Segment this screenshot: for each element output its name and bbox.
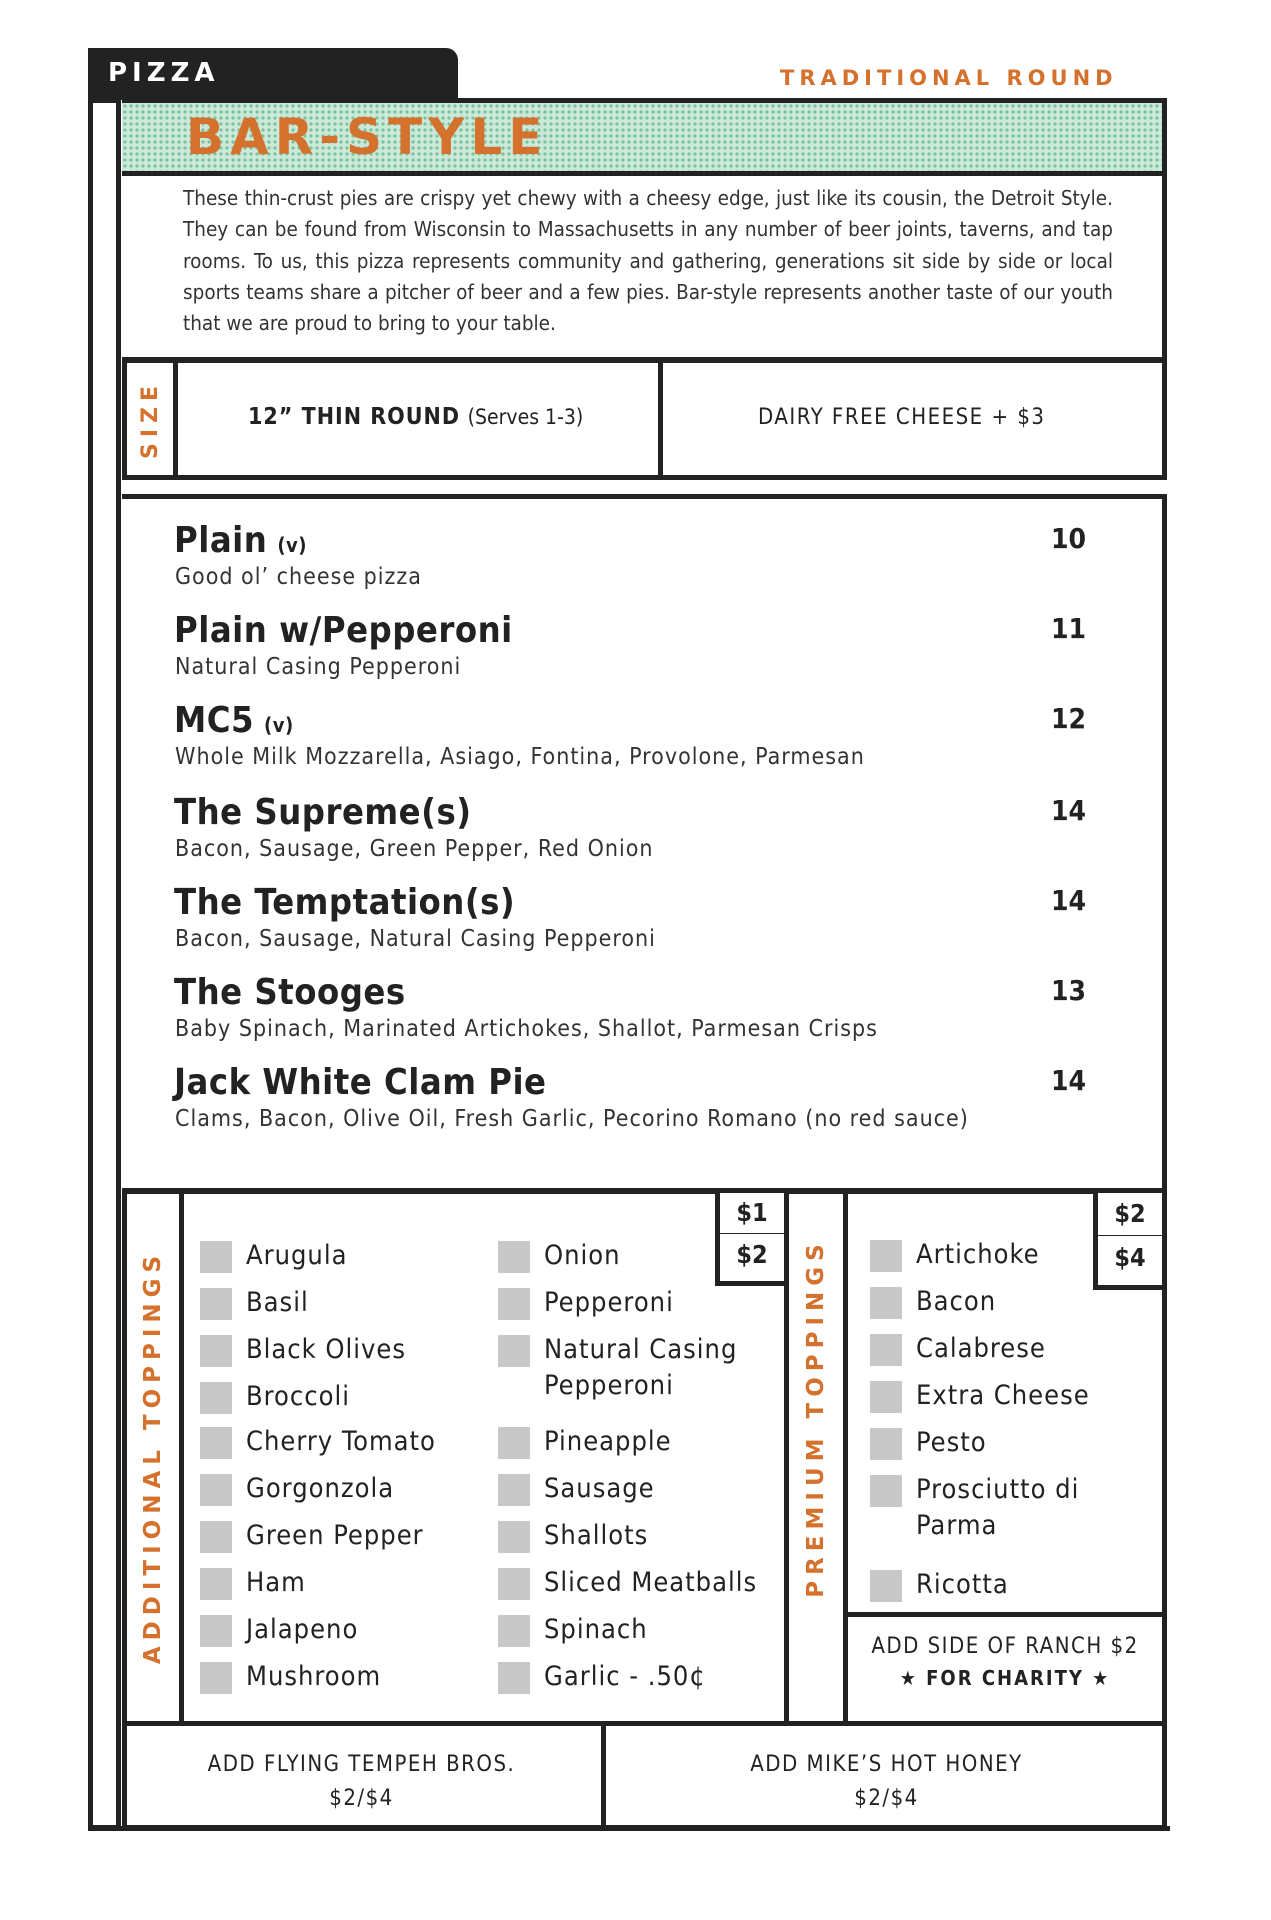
- topping-option[interactable]: [200, 1565, 460, 1601]
- topping-checkbox[interactable]: [200, 1568, 232, 1600]
- pizza-name-text: Plain w/Pepperoni: [174, 610, 513, 651]
- topping-label: Spinach: [544, 1614, 648, 1645]
- topping-checkbox[interactable]: [498, 1568, 530, 1600]
- topping-label: Mushroom: [246, 1661, 382, 1692]
- topping-option[interactable]: [870, 1331, 1100, 1367]
- topping-checkbox[interactable]: [870, 1240, 902, 1272]
- topping-label: Calabrese: [916, 1333, 1046, 1364]
- topping-checkbox[interactable]: [870, 1428, 902, 1460]
- pizza-description: Natural Casing Pepperoni: [175, 654, 462, 680]
- vegetarian-marker: (v): [264, 713, 294, 737]
- size-label-text: SIZE: [137, 379, 163, 459]
- pizza-name: [174, 792, 472, 833]
- topping-checkbox[interactable]: [200, 1335, 232, 1367]
- topping-option[interactable]: [498, 1238, 768, 1274]
- topping-label: Pesto: [916, 1427, 987, 1458]
- pizza-name-text: The Temptation(s): [174, 882, 516, 923]
- topping-option[interactable]: [200, 1659, 460, 1695]
- additional-toppings-label-text: ADDITIONAL TOPPINGS: [140, 1249, 167, 1665]
- size-option-serves: (Serves 1-3): [467, 405, 584, 429]
- topping-label: Sausage: [544, 1473, 655, 1504]
- topping-label: Prosciutto di Parma: [916, 1474, 1080, 1541]
- topping-checkbox[interactable]: [498, 1427, 530, 1459]
- pizza-price: 14: [1051, 884, 1087, 917]
- topping-checkbox[interactable]: [498, 1662, 530, 1694]
- topping-checkbox[interactable]: [498, 1241, 530, 1273]
- topping-option[interactable]: [200, 1424, 460, 1460]
- topping-label: Green Pepper: [246, 1520, 424, 1551]
- topping-label: Shallots: [544, 1520, 649, 1551]
- topping-label: Bacon: [916, 1286, 997, 1317]
- pizza-name: [174, 882, 515, 923]
- premium-price-small: $2: [1093, 1188, 1167, 1240]
- dairy-free-option: DAIRY FREE CHEESE + $3: [758, 405, 1046, 430]
- topping-checkbox[interactable]: [200, 1521, 232, 1553]
- topping-label: Extra Cheese: [916, 1380, 1090, 1411]
- topping-label: Arugula: [246, 1240, 348, 1271]
- topping-option[interactable]: [498, 1424, 768, 1460]
- topping-checkbox[interactable]: [200, 1474, 232, 1506]
- pizza-price: 12: [1051, 702, 1087, 735]
- tempeh-addon-label: ADD FLYING TEMPEH BROS.: [207, 1752, 516, 1777]
- topping-option[interactable]: [498, 1518, 768, 1554]
- size-divider: [658, 358, 663, 480]
- tempeh-addon: [122, 1748, 601, 1816]
- topping-checkbox[interactable]: [200, 1288, 232, 1320]
- vegetarian-marker: (v): [277, 533, 308, 557]
- topping-label: Garlic - .50¢: [544, 1661, 706, 1692]
- topping-option[interactable]: [498, 1285, 768, 1321]
- topping-option[interactable]: [870, 1284, 1100, 1320]
- pizza-price: 10: [1051, 522, 1087, 555]
- pizza-name-text: The Supreme(s): [174, 792, 472, 833]
- pizza-description: Clams, Bacon, Olive Oil, Fresh Garlic, Pecorino Romano (no red sauce): [175, 1106, 969, 1132]
- pizza-description: Good ol’ cheese pizza: [175, 564, 422, 590]
- topping-label: Artichoke: [916, 1239, 1040, 1270]
- pizza-description: Whole Milk Mozzarella, Asiago, Fontina, Provolone, Parmesan: [175, 744, 865, 770]
- topping-option[interactable]: [498, 1471, 768, 1507]
- section-tab-label: PIZZA: [108, 58, 220, 88]
- additional-price-large: $2: [715, 1234, 789, 1286]
- topping-checkbox[interactable]: [498, 1474, 530, 1506]
- page-title: BAR-STYLE: [186, 108, 549, 166]
- hot-honey-addon-price: $2/$4: [854, 1786, 919, 1811]
- topping-option[interactable]: [498, 1565, 768, 1601]
- topping-checkbox[interactable]: [870, 1570, 902, 1602]
- topping-option[interactable]: [870, 1472, 1100, 1544]
- topping-checkbox[interactable]: [498, 1288, 530, 1320]
- pizza-name: [174, 610, 513, 651]
- topping-label: Jalapeno: [246, 1614, 359, 1645]
- additional-toppings-label: [122, 1188, 184, 1726]
- topping-checkbox[interactable]: [498, 1335, 530, 1367]
- topping-checkbox[interactable]: [200, 1241, 232, 1273]
- pizza-name: [174, 520, 307, 561]
- frame-divider: [116, 98, 121, 1830]
- topping-label: Sliced Meatballs: [544, 1567, 758, 1598]
- pizza-name-text: MC5: [174, 700, 255, 741]
- topping-option[interactable]: [200, 1518, 460, 1554]
- size-option: [248, 404, 583, 430]
- pizza-name: [174, 700, 294, 741]
- size-label: [122, 358, 178, 480]
- pizza-name: [174, 972, 406, 1013]
- pizza-price: 13: [1051, 974, 1087, 1007]
- topping-label: Basil: [246, 1287, 309, 1318]
- topping-option[interactable]: [870, 1237, 1100, 1273]
- topping-checkbox[interactable]: [200, 1382, 232, 1414]
- topping-option[interactable]: [200, 1471, 460, 1507]
- hot-honey-addon-label: ADD MIKE’S HOT HONEY: [750, 1752, 1023, 1777]
- topping-checkbox[interactable]: [200, 1427, 232, 1459]
- pizza-price: 14: [1051, 1064, 1087, 1097]
- topping-checkbox[interactable]: [498, 1615, 530, 1647]
- topping-checkbox[interactable]: [200, 1615, 232, 1647]
- topping-checkbox[interactable]: [870, 1287, 902, 1319]
- pizza-name-text: Jack White Clam Pie: [174, 1062, 547, 1103]
- topping-label: Ham: [246, 1567, 306, 1598]
- topping-label: Ricotta: [916, 1569, 1009, 1600]
- pizza-name: [174, 1062, 547, 1103]
- topping-option[interactable]: [200, 1238, 460, 1274]
- charity-line: ★ FOR CHARITY ★: [899, 1666, 1111, 1690]
- topping-option[interactable]: [498, 1659, 768, 1695]
- topping-option[interactable]: [498, 1612, 768, 1648]
- topping-label: Broccoli: [246, 1381, 350, 1412]
- topping-option[interactable]: [870, 1567, 1100, 1603]
- premium-toppings-label-text: PREMIUM TOPPINGS: [803, 1238, 830, 1598]
- description-text: These thin-crust pies are crispy yet chewy with a cheesy edge, just like its cousin, the Detroit Style. They can be found from Wisconsin to Massachusetts in any number of beer joints, taverns, and tap rooms. To us, this pizza represents community and gathering, generations sit side by side or local sports teams share a pitcher of beer and a few pies. Bar-style represents another taste of our youth that we are proud to bring to your table.: [183, 186, 1113, 336]
- topping-option[interactable]: [200, 1332, 460, 1368]
- topping-option[interactable]: [200, 1612, 460, 1648]
- additional-price-small: $1: [715, 1188, 789, 1238]
- topping-label: Onion: [544, 1240, 621, 1271]
- hot-honey-addon: [606, 1748, 1167, 1816]
- topping-checkbox[interactable]: [200, 1662, 232, 1694]
- topping-checkbox[interactable]: [870, 1334, 902, 1366]
- tempeh-addon-price: $2/$4: [329, 1786, 394, 1811]
- topping-option[interactable]: [498, 1332, 768, 1404]
- style-subtitle: TRADITIONAL ROUND: [780, 66, 1118, 90]
- topping-checkbox[interactable]: [870, 1381, 902, 1413]
- pizza-name-text: The Stooges: [174, 972, 406, 1013]
- frame-bottom: [88, 1826, 1170, 1831]
- topping-label: Black Olives: [246, 1334, 407, 1365]
- topping-option[interactable]: [870, 1378, 1100, 1414]
- pizza-price: 11: [1051, 612, 1087, 645]
- pizza-name-text: Plain: [174, 520, 268, 561]
- topping-checkbox[interactable]: [498, 1521, 530, 1553]
- topping-label: Pineapple: [544, 1426, 672, 1457]
- pizza-description: Bacon, Sausage, Natural Casing Pepperoni: [175, 926, 656, 952]
- size-option-name: 12” THIN ROUND: [248, 404, 461, 430]
- pizza-description: Bacon, Sausage, Green Pepper, Red Onion: [175, 836, 654, 862]
- topping-option[interactable]: [200, 1285, 460, 1321]
- premium-price-large: $4: [1093, 1236, 1167, 1290]
- ranch-line: ADD SIDE OF RANCH $2: [871, 1634, 1139, 1659]
- topping-checkbox[interactable]: [870, 1475, 902, 1507]
- topping-label: Pepperoni: [544, 1287, 674, 1318]
- topping-label: Gorgonzola: [246, 1473, 395, 1504]
- topping-option[interactable]: [870, 1425, 1100, 1461]
- topping-option[interactable]: [200, 1379, 460, 1415]
- topping-label: Cherry Tomato: [246, 1426, 436, 1457]
- pizza-description: Baby Spinach, Marinated Artichokes, Shallot, Parmesan Crisps: [175, 1016, 878, 1042]
- topping-label: Natural Casing Pepperoni: [544, 1334, 738, 1401]
- premium-toppings-label: [784, 1188, 848, 1648]
- pizza-price: 14: [1051, 794, 1087, 827]
